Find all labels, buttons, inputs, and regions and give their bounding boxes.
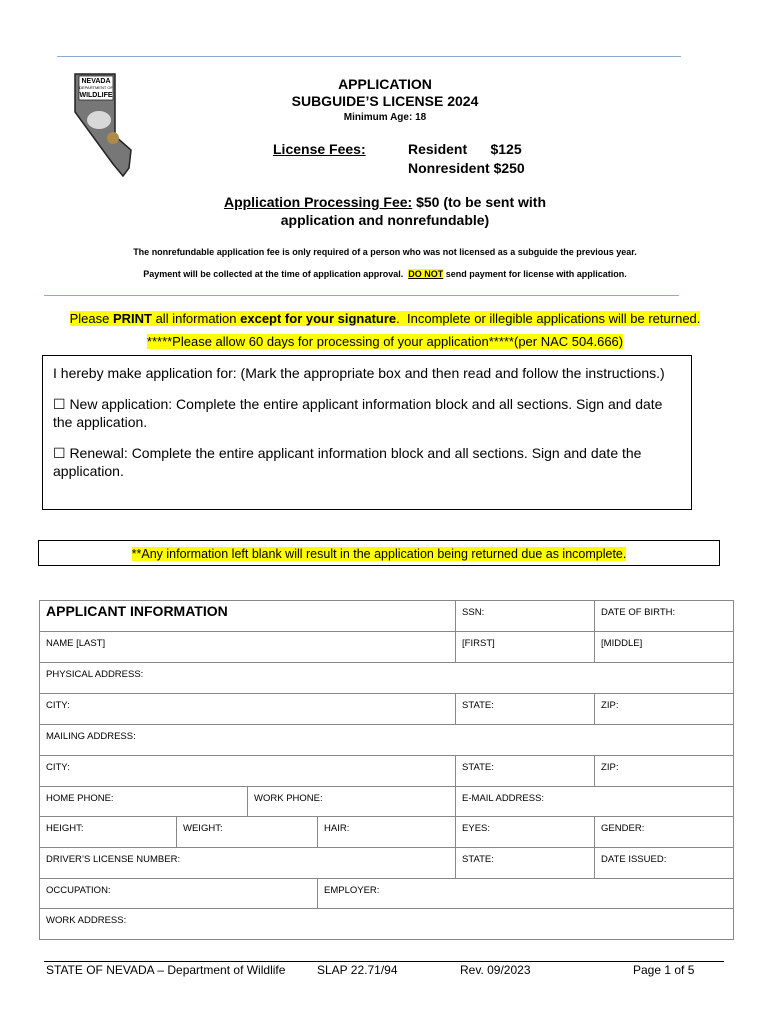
employer-field[interactable]: EMPLOYER: xyxy=(318,879,734,909)
date-issued-field[interactable]: DATE ISSUED: xyxy=(595,848,734,879)
print-instruction xyxy=(40,311,730,326)
resident-fee: Resident $125 xyxy=(408,141,522,157)
mailing-city-field[interactable]: CITY: xyxy=(40,756,456,787)
middle-name-field[interactable]: [MIDDLE] xyxy=(595,632,734,663)
new-application-checkbox[interactable]: ☐ New application: Complete the entire applicant information block and all sections. Sign and date the application. xyxy=(53,396,663,430)
mailing-zip-field[interactable]: ZIP: xyxy=(595,756,734,787)
print-b: PRINT xyxy=(112,311,152,326)
drivers-license-field[interactable]: DRIVER’S LICENSE NUMBER: xyxy=(40,848,456,879)
nonresident-fee: Nonresident $250 xyxy=(408,160,525,176)
dob-field[interactable]: DATE OF BIRTH: xyxy=(595,601,734,632)
application-type-box xyxy=(42,355,692,510)
physical-address-field[interactable]: PHYSICAL ADDRESS: xyxy=(40,663,734,694)
footer-divider xyxy=(44,961,724,962)
license-fees-label: License Fees: xyxy=(273,141,366,157)
processing-time-note xyxy=(40,334,730,349)
blank-warning-text: **Any information left blank will result in the application being returned due as incomplete. xyxy=(131,547,627,561)
hair-field[interactable]: HAIR: xyxy=(318,817,456,848)
home-phone-field[interactable]: HOME PHONE: xyxy=(40,787,248,817)
gender-field[interactable]: GENDER: xyxy=(595,817,734,848)
blank-warning-box xyxy=(38,540,720,566)
section-heading: APPLICANT INFORMATION xyxy=(40,601,456,632)
weight-field[interactable]: WEIGHT: xyxy=(177,817,318,848)
last-name-field[interactable]: NAME [LAST] xyxy=(40,632,456,663)
processing-fee xyxy=(150,193,620,229)
work-phone-field[interactable]: WORK PHONE: xyxy=(248,787,456,817)
height-field[interactable]: HEIGHT: xyxy=(40,817,177,848)
top-divider xyxy=(57,56,681,57)
payment-note-a: Payment will be collected at the time of application approval. xyxy=(143,269,409,279)
email-field[interactable]: E-MAIL ADDRESS: xyxy=(456,787,734,817)
print-e: . Incomplete or illegible applications will be returned. xyxy=(396,311,701,326)
eyes-field[interactable]: EYES: xyxy=(456,817,595,848)
work-address-field[interactable]: WORK ADDRESS: xyxy=(40,909,734,940)
svg-text:NEVADA: NEVADA xyxy=(81,78,111,85)
state-field[interactable]: STATE: xyxy=(456,694,595,725)
occupation-field[interactable]: OCCUPATION: xyxy=(40,879,318,909)
ndow-logo xyxy=(73,72,135,178)
print-c: all information xyxy=(151,311,241,326)
renewal-checkbox[interactable]: ☐ Renewal: Complete the entire applicant information block and all sections. Sign and date the application. xyxy=(53,445,642,479)
min-age: Minimum Age: 18 xyxy=(343,112,427,123)
first-name-field[interactable]: [FIRST] xyxy=(456,632,595,663)
mid-divider xyxy=(44,295,679,296)
print-d: except for your signature xyxy=(240,311,397,326)
payment-note-c: send payment for license with application. xyxy=(443,269,627,279)
footer-page-number: Page 1 of 5 xyxy=(633,963,695,977)
mailing-state-field[interactable]: STATE: xyxy=(456,756,595,787)
print-a: Please xyxy=(69,311,113,326)
payment-note xyxy=(40,269,730,279)
processing-fee-label: Application Processing Fee: xyxy=(223,194,413,210)
application-type-intro: I hereby make application for: (Mark the appropriate box and then read and follow the instructions.) xyxy=(53,365,665,381)
city-field[interactable]: CITY: xyxy=(40,694,456,725)
mailing-address-field[interactable]: MAILING ADDRESS: xyxy=(40,725,734,756)
svg-text:WILDLIFE: WILDLIFE xyxy=(79,92,113,99)
do-not-highlight: DO NOT xyxy=(408,269,444,279)
ssn-field[interactable]: SSN: xyxy=(456,601,595,632)
dl-state-field[interactable]: STATE: xyxy=(456,848,595,879)
processing-time-text: *****Please allow 60 days for processing of your application*****(per NAC 504.666) xyxy=(146,334,624,349)
footer-revision: Rev. 09/2023 xyxy=(460,963,531,977)
footer-agency: STATE OF NEVADA – Department of Wildlife xyxy=(46,963,286,977)
svg-text:DEPARTMENT OF: DEPARTMENT OF xyxy=(79,85,113,90)
footer-form-number: SLAP 22.71/94 xyxy=(317,963,398,977)
doc-title: APPLICATION xyxy=(338,76,432,92)
applicant-info-table xyxy=(39,600,734,940)
nonrefundable-note: The nonrefundable application fee is only required of a person who was not licensed as a subguide the previous year. xyxy=(133,247,637,257)
processing-fee-amount: $50 (to be sent with xyxy=(412,194,547,210)
doc-subtitle: SUBGUIDE’S LICENSE 2024 xyxy=(291,93,479,109)
zip-field[interactable]: ZIP: xyxy=(595,694,734,725)
processing-fee-note: application and nonrefundable) xyxy=(280,212,490,228)
